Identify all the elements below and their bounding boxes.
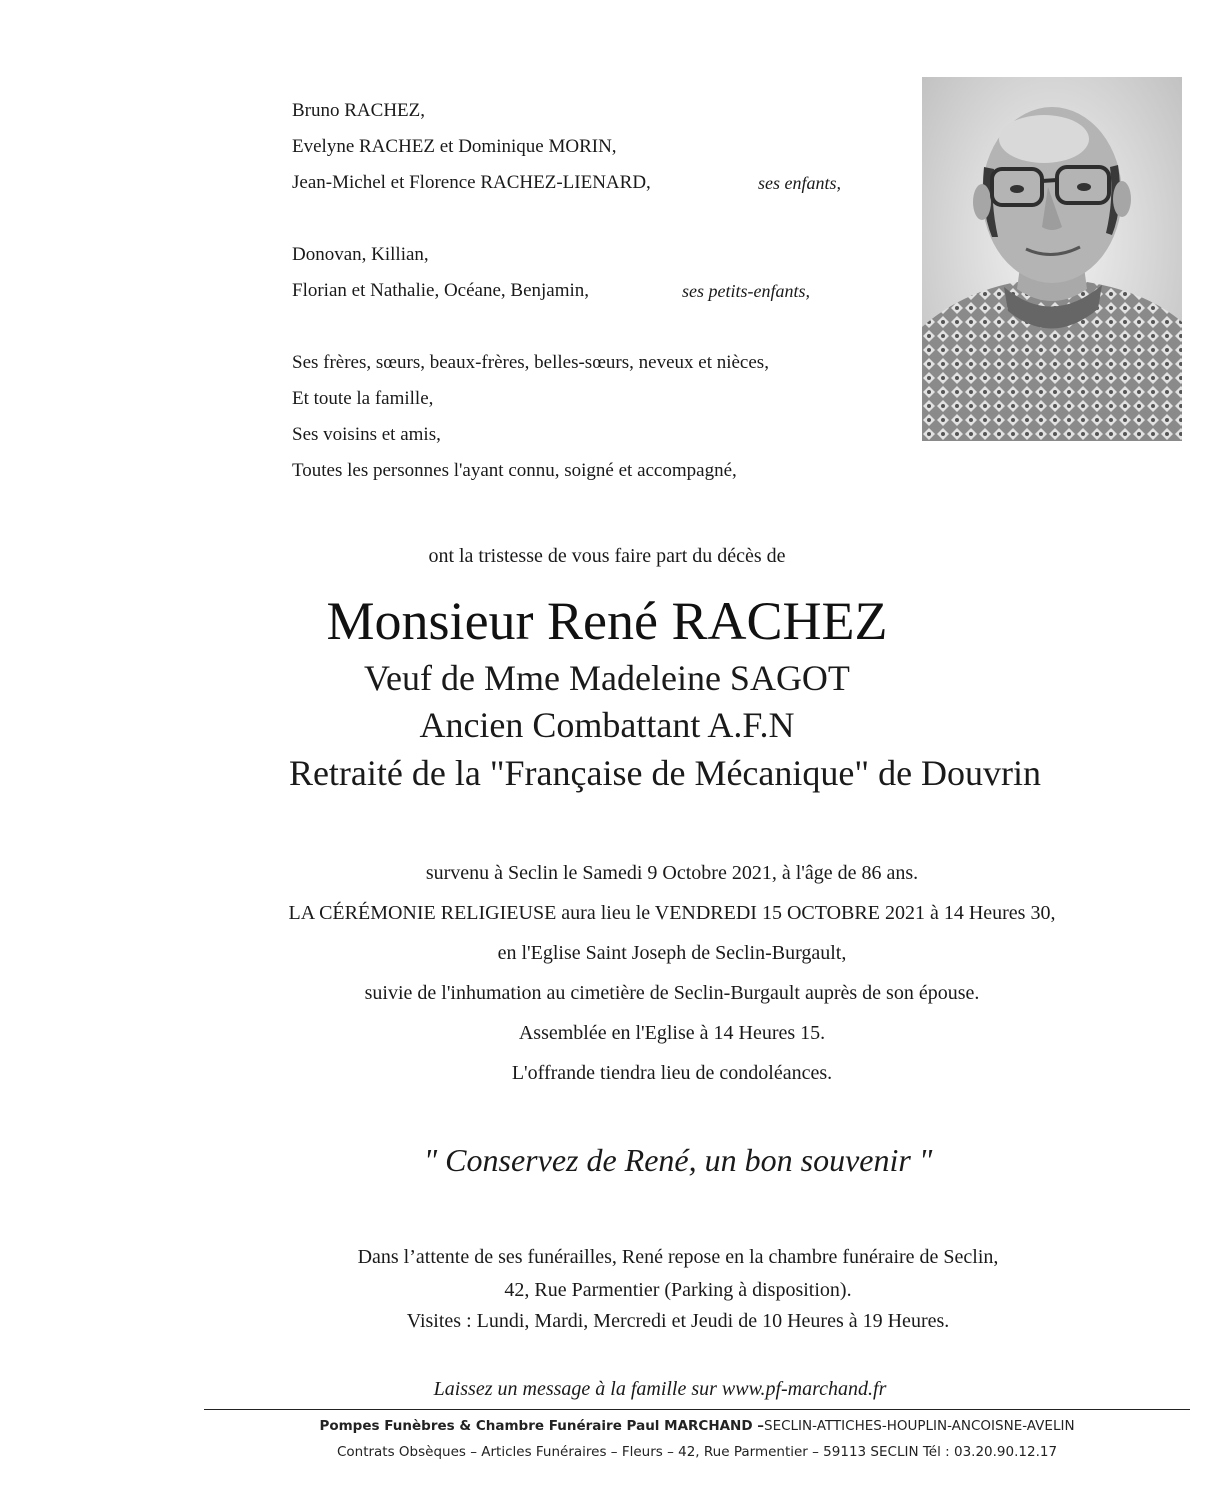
subtitle-line: Veuf de Mme Madeleine SAGOT [364, 658, 850, 698]
family-line: Ses frères, sœurs, beaux-frères, belles-sœurs, neveux et nièces, [292, 352, 769, 373]
footer-company-name: Pompes Funèbres & Chambre Funéraire Paul MARCHAND – [319, 1418, 765, 1434]
funeral-home-line: Dans l’attente de ses funérailles, René repose en la chambre funéraire de Seclin, [357, 1246, 999, 1268]
funeral-home-line: Visites : Lundi, Mardi, Mercredi et Jeudi de 10 Heures à 19 Heures. [406, 1310, 950, 1332]
portrait-photo [922, 77, 1182, 441]
family-line: Jean-Michel et Florence RACHEZ-LIENARD, [292, 172, 651, 193]
family-line: Ses voisins et amis, [292, 424, 441, 445]
grandchildren-role: ses petits-enfants, [682, 281, 810, 301]
detail-line: suivie de l'inhumation au cimetière de Seclin-Burgault auprès de son épouse. [364, 982, 980, 1004]
footer-services: Contrats Obsèques – Articles Funéraires – Fleurs – 42, Rue Parmentier – 59113 SECLIN Tél : 03.20.90.12.17 [336, 1444, 1058, 1460]
family-line: Bruno RACHEZ, [292, 100, 425, 121]
children-role: ses enfants, [758, 173, 841, 193]
footer-company [204, 1418, 1190, 1434]
deceased-name: Monsieur René RACHEZ [326, 591, 888, 651]
subtitle-line: Ancien Combattant A.F.N [419, 705, 795, 745]
family-line: Toutes les personnes l'ayant connu, soigné et accompagné, [292, 460, 737, 481]
footer-company-towns: SECLIN-ATTICHES-HOUPLIN-ANCOISNE-AVELIN [764, 1418, 1075, 1434]
subtitle-line: Retraité de la "Française de Mécanique" de Douvrin [288, 753, 1042, 793]
family-line: Donovan, Killian, [292, 244, 429, 265]
family-line: Florian et Nathalie, Océane, Benjamin, [292, 280, 590, 301]
memorial-quote: " Conservez de René, un bon souvenir " [423, 1142, 933, 1178]
detail-line: L'offrande tiendra lieu de condoléances. [511, 1062, 833, 1084]
detail-line: en l'Eglise Saint Joseph de Seclin-Burgault, [497, 942, 847, 964]
family-line: Et toute la famille, [292, 388, 434, 409]
funeral-home-line: 42, Rue Parmentier (Parking à disposition). [504, 1279, 852, 1301]
detail-line: Assemblée en l'Eglise à 14 Heures 15. [518, 1022, 826, 1044]
footer-divider [204, 1409, 1190, 1410]
message-link-text: Laissez un message à la famille sur www.pf-marchand.fr [433, 1378, 887, 1400]
family-line: Evelyne RACHEZ et Dominique MORIN, [292, 136, 617, 157]
detail-line: LA CÉRÉMONIE RELIGIEUSE aura lieu le VENDREDI 15 OCTOBRE 2021 à 14 Heures 30, [288, 902, 1056, 924]
detail-line: survenu à Seclin le Samedi 9 Octobre 2021, à l'âge de 86 ans. [425, 862, 919, 884]
announcement-intro: ont la tristesse de vous faire part du décès de [428, 545, 786, 567]
